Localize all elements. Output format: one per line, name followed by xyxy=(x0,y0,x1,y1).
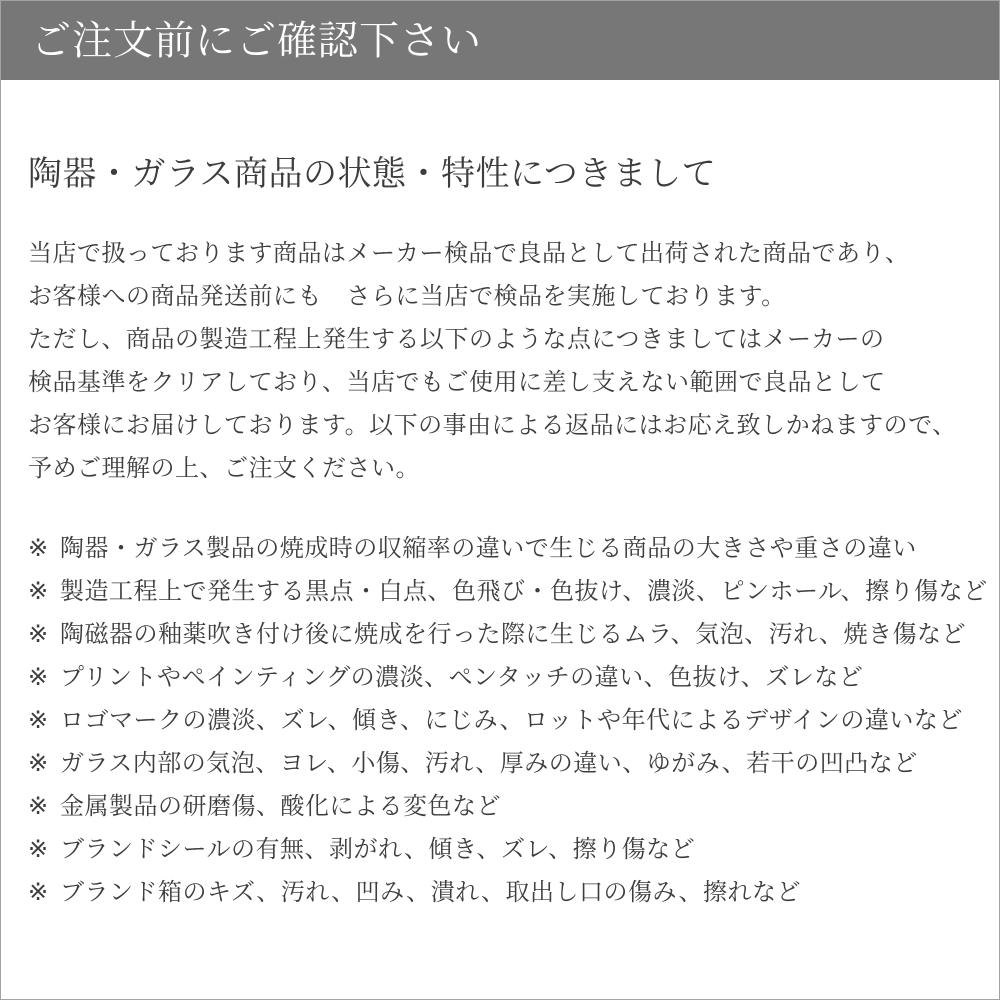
note-item xyxy=(28,570,988,613)
note-marker: ※ xyxy=(28,621,49,648)
notice-paragraph xyxy=(28,232,969,490)
notice-content xyxy=(1,156,999,914)
note-marker: ※ xyxy=(28,535,49,562)
note-item xyxy=(28,871,969,914)
note-marker: ※ xyxy=(28,707,49,734)
header-title: ご注文前にご確認下さい xyxy=(31,18,482,63)
note-text: ロゴマークの濃淡、ズレ、傾き、にじみ、ロットや年代によるデザインの違いなど xyxy=(60,707,963,734)
note-text: 陶器・ガラス製品の焼成時の収縮率の違いで生じる商品の大きさや重さの違い xyxy=(60,535,917,562)
note-marker: ※ xyxy=(28,750,49,777)
note-text: 陶磁器の釉薬吹き付け後に焼成を行った際に生じるムラ、気泡、汚れ、焼き傷など xyxy=(60,621,967,648)
note-item xyxy=(28,785,969,828)
note-text: ブランド箱のキズ、汚れ、凹み、潰れ、取出し口の傷み、擦れなど xyxy=(60,879,801,906)
paragraph-line: お客様にお届けしております。以下の事由による返品にはお応え致しかねますので、 xyxy=(28,412,957,439)
note-item xyxy=(28,699,969,742)
paragraph-line: ただし、商品の製造工程上発生する以下のような点につきましてはメーカーの xyxy=(28,326,885,353)
note-text: 製造工程上で発生する黒点・白点、色飛び・色抜け、濃淡、ピンホール、擦り傷など xyxy=(60,578,988,605)
note-marker: ※ xyxy=(28,836,49,863)
note-marker: ※ xyxy=(28,664,49,691)
header-bar xyxy=(1,1,999,80)
note-item xyxy=(28,613,969,656)
paragraph-line: お客様への商品発送前にも さらに当店で検品を実施しております。 xyxy=(28,283,786,310)
note-text: ブランドシールの有無、剥がれ、傾き、ズレ、擦り傷など xyxy=(60,836,696,863)
note-text: プリントやペインティングの濃淡、ペンタッチの違い、色抜け、ズレなど xyxy=(60,664,864,691)
paragraph-line: 予めご理解の上、ご注文ください。 xyxy=(28,455,420,482)
paragraph-line: 当店で扱っております商品はメーカー検品で良品として出荷された商品であり、 xyxy=(28,240,910,267)
note-marker: ※ xyxy=(28,879,49,906)
note-item xyxy=(28,742,969,785)
note-text: ガラス内部の気泡、ヨレ、小傷、汚れ、厚みの違い、ゆがみ、若干の凹凸など xyxy=(60,750,918,777)
note-marker: ※ xyxy=(28,578,49,605)
paragraph-line: 検品基準をクリアしており、当店でもご使用に差し支えない範囲で良品として xyxy=(28,369,886,396)
note-text: 金属製品の研磨傷、酸化による変色など xyxy=(60,793,501,820)
note-marker: ※ xyxy=(28,793,49,820)
note-item xyxy=(28,527,969,570)
note-item xyxy=(28,656,969,699)
section-heading: 陶器・ガラス商品の状態・特性につきまして xyxy=(28,155,717,193)
note-item xyxy=(28,828,969,871)
notes-list xyxy=(28,527,988,914)
